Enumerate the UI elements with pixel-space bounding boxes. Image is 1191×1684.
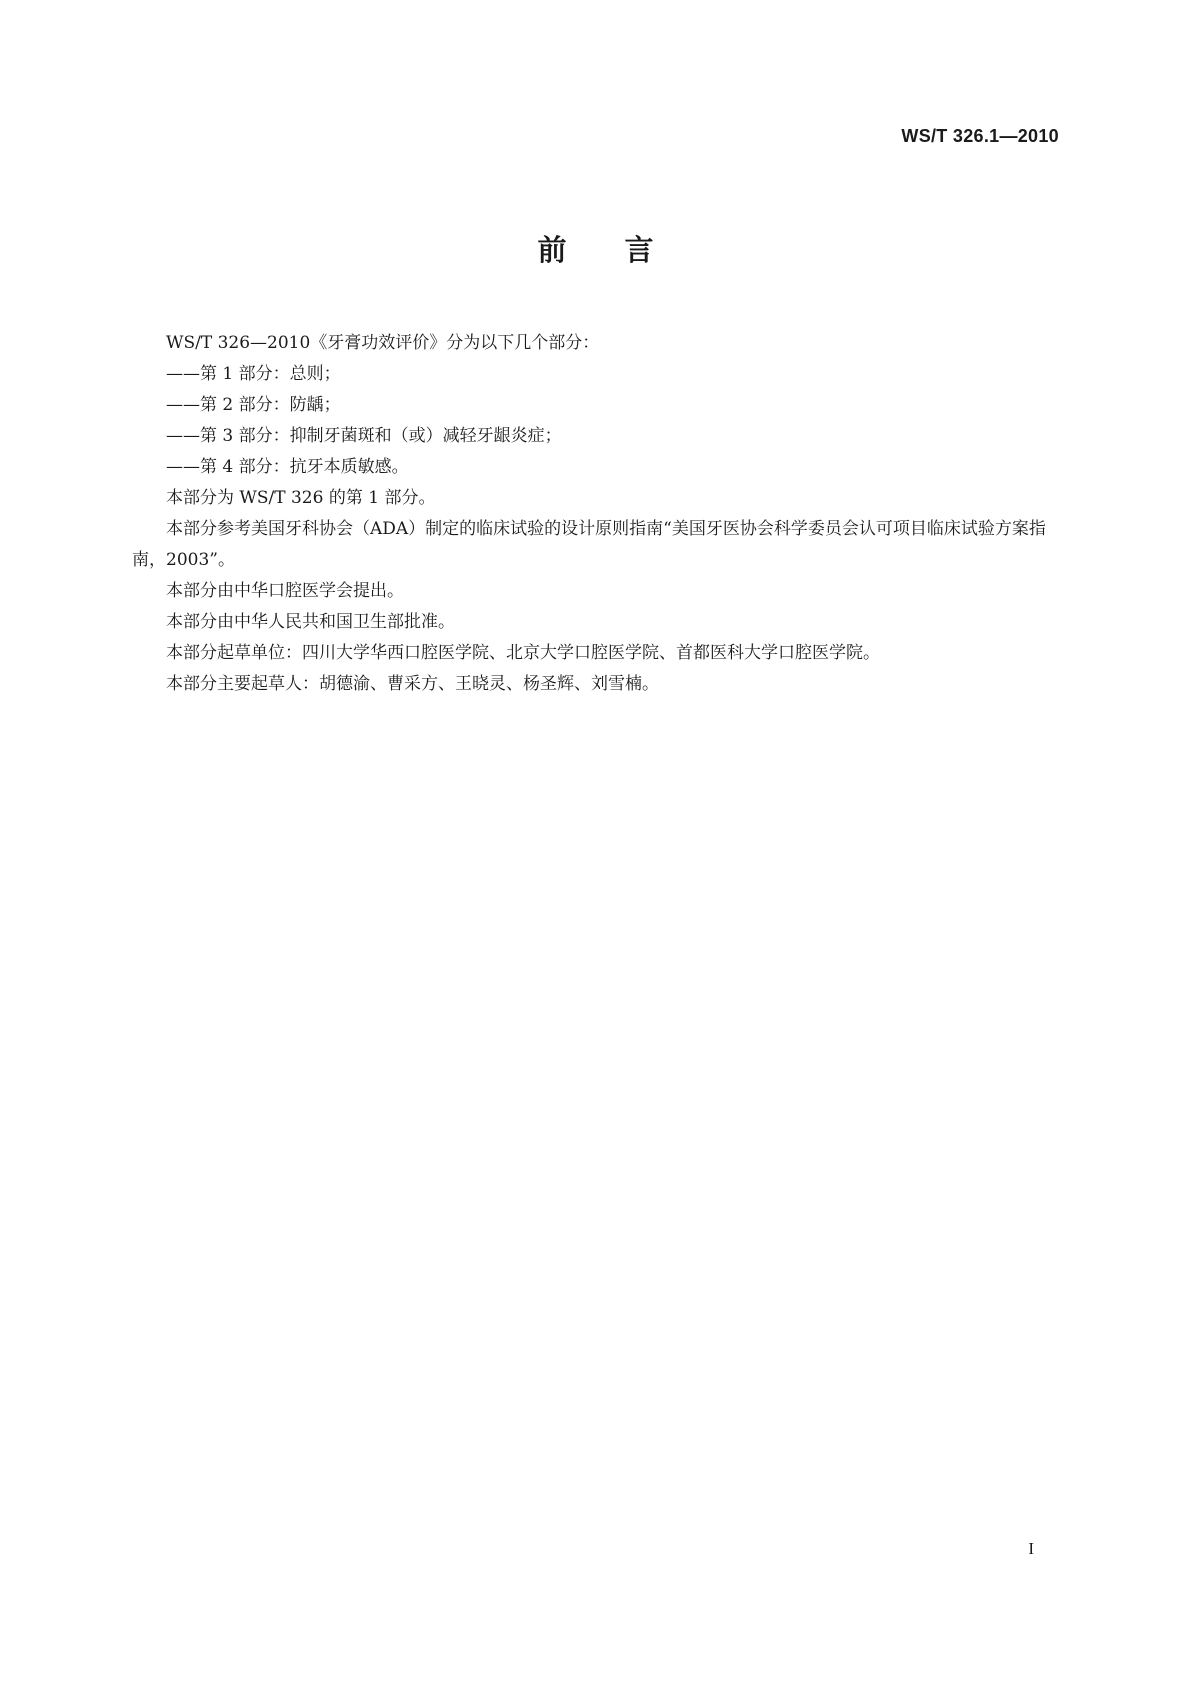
paragraph-drafters: 本部分主要起草人：胡德渝、曹采方、王晓灵、杨圣辉、刘雪楠。 bbox=[166, 674, 659, 694]
paragraph-intro: WS/T 326—2010《牙膏功效评价》分为以下几个部分： bbox=[166, 333, 600, 353]
list-item-part-2: ——第 2 部分：防龋； bbox=[166, 395, 341, 415]
paragraph-drafting-units: 本部分起草单位：四川大学华西口腔医学院、北京大学口腔医学院、首都医科大学口腔医学院。 bbox=[166, 643, 880, 663]
standard-code: WS/T 326.1—2010 bbox=[901, 126, 1059, 146]
list-item-part-4: ——第 4 部分：抗牙本质敏感。 bbox=[166, 457, 409, 477]
list-item-part-3: ——第 3 部分：抑制牙菌斑和（或）减轻牙龈炎症； bbox=[166, 426, 562, 446]
paragraph-proposer: 本部分由中华口腔医学会提出。 bbox=[166, 581, 404, 601]
paragraph-reference: 本部分参考美国牙科协会（ADA）制定的临床试验的设计原则指南“美国牙医协会科学委员会认可项目临床试验方案指南，2003”。 bbox=[132, 519, 1046, 570]
paragraph-approver: 本部分由中华人民共和国卫生部批准。 bbox=[166, 612, 455, 632]
list-item-part-1: ——第 1 部分：总则； bbox=[166, 364, 341, 384]
paragraph-scope: 本部分为 WS/T 326 的第 1 部分。 bbox=[166, 488, 436, 508]
page-number: I bbox=[1028, 1539, 1034, 1558]
page-title: 前言 bbox=[537, 233, 712, 267]
foreword-body bbox=[132, 328, 1060, 700]
